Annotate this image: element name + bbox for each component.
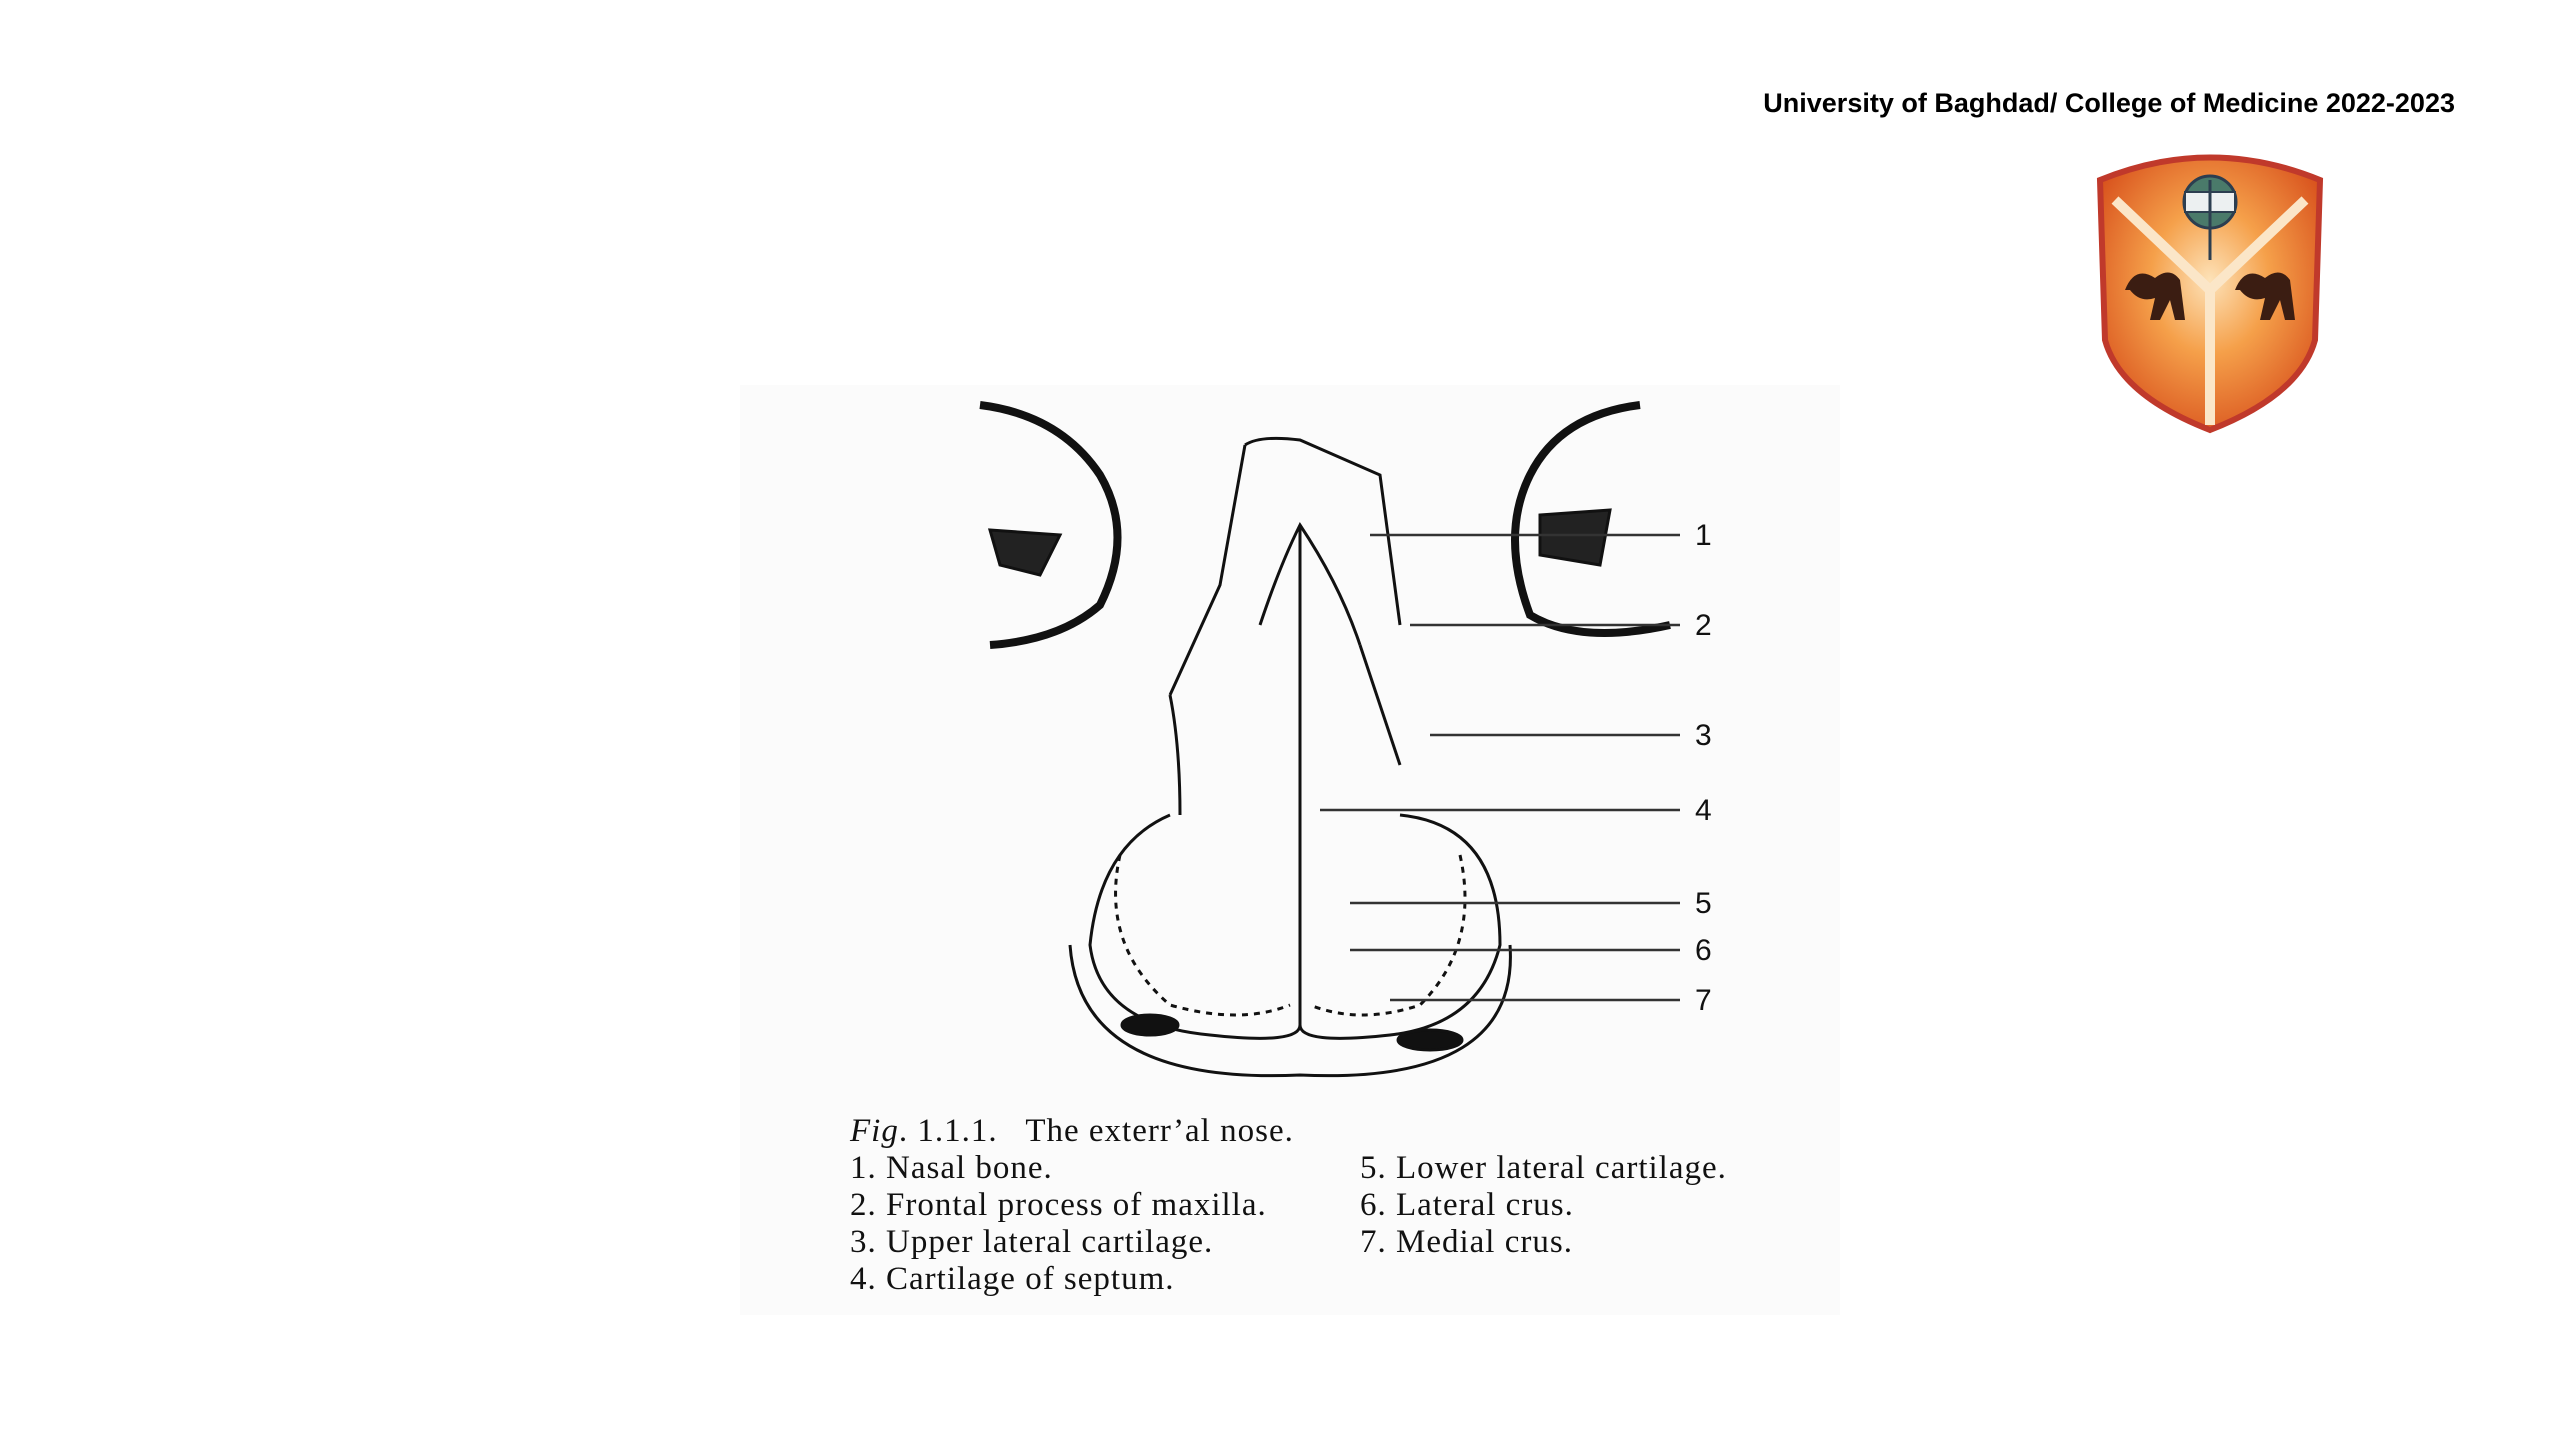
- callout-2: 2: [1695, 609, 1712, 642]
- callout-7: 7: [1695, 984, 1712, 1017]
- legend-left-column: [850, 1150, 1320, 1298]
- legend-item: 2. Frontal process of maxilla.: [850, 1187, 1267, 1223]
- callout-5: 5: [1695, 887, 1712, 920]
- caption-number: . 1.1.1.: [898, 1113, 998, 1149]
- college-crest-icon: [2070, 140, 2350, 440]
- legend-item: 6. Lateral crus.: [1360, 1187, 1574, 1223]
- legend-right-column: [1360, 1150, 1830, 1298]
- legend-item: 1. Nasal bone.: [850, 1150, 1053, 1186]
- legend: [850, 1150, 1830, 1298]
- callout-3: 3: [1695, 719, 1712, 752]
- figure-caption: [850, 1113, 1830, 1298]
- page-title: University of Baghdad/ College of Medicine 2022-2023: [1763, 88, 2455, 118]
- callout-6: 6: [1695, 934, 1712, 967]
- legend-item: 4. Cartilage of septum.: [850, 1261, 1175, 1297]
- caption-title: The exterr’al nose.: [1025, 1113, 1294, 1149]
- figure-panel: [740, 385, 1840, 1315]
- callout-1: 1: [1695, 519, 1712, 552]
- legend-item: 7. Medial crus.: [1360, 1224, 1573, 1260]
- legend-item: 3. Upper lateral cartilage.: [850, 1224, 1214, 1260]
- caption-title-line: [850, 1113, 1830, 1150]
- external-nose-illustration: [740, 385, 1840, 1085]
- caption-label: Fig: [850, 1113, 899, 1149]
- legend-item: 5. Lower lateral cartilage.: [1360, 1150, 1727, 1186]
- callout-4: 4: [1695, 794, 1712, 827]
